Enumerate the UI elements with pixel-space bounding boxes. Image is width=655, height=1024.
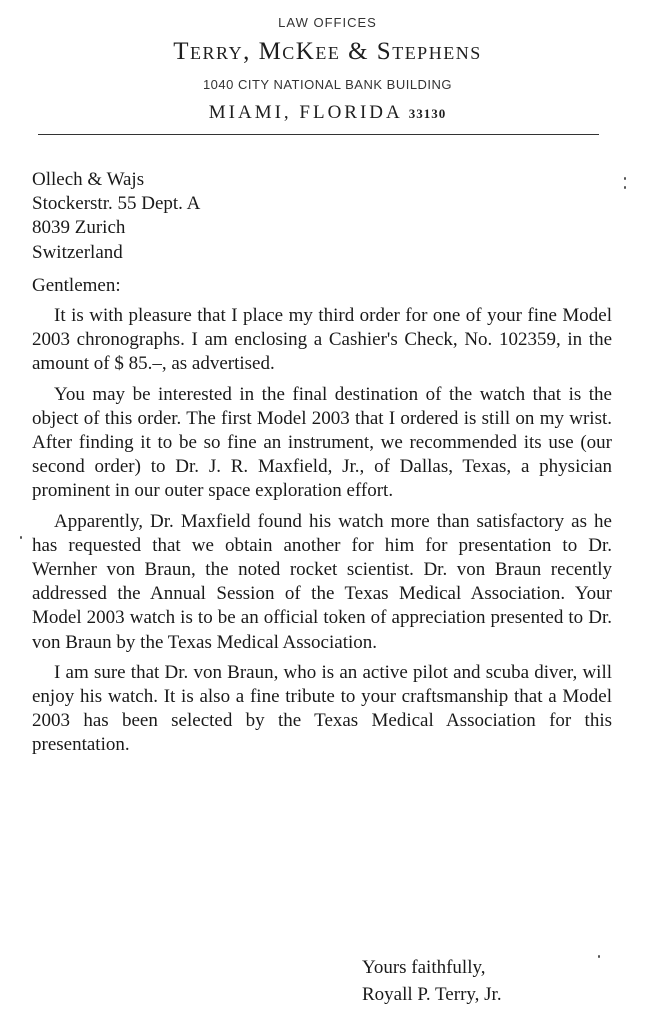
salutation: Gentlemen: [32,274,121,296]
firm-address: 1040 CITY NATIONAL BANK BUILDING [202,77,453,92]
letter-body [32,168,612,758]
paper-speck [20,536,22,539]
closing [362,954,502,1008]
recipient-line: 8039 Zurich [32,217,126,239]
letterhead-heading: LAW OFFICES [278,15,377,30]
recipient-line: Stockerstr. 55 Dept. A [32,193,201,215]
firm-city: MIAMI, FLORIDA [208,102,403,123]
paper-speck [624,186,626,189]
firm-city-line [0,102,655,124]
paragraph: I am sure that Dr. von Braun, who is an active pilot and scuba diver, will enjoy his watch. It is also a fine tribute to your craftsmanship that a Model 2003 has been selected by the Texas Medical Association for this presentation. [32,661,612,756]
letterhead-divider [38,134,599,135]
recipient-line: Ollech & Wajs [32,169,145,190]
signature-name: Royall P. Terry, Jr. [362,984,502,1005]
paragraph: You may be interested in the final destination of the watch that is the object of this order. The first Model 2003 that I ordered is still on my wrist. After finding it to be so fine an instrument, we recommended its use (our second order) to Dr. J. R. Maxfield, Jr., of Dallas, Texas, a physician prominent in our outer space exploration effort. [32,383,612,502]
recipient-line: Switzerland [32,241,123,263]
paper-speck [624,177,626,180]
paragraph: It is with pleasure that I place my third order for one of your fine Model 2003 chronographs. I am enclosing a Cashier's Check, No. 102359, in the amount of $ 85.–, as advertised. [32,305,612,375]
firm-zip: 33130 [408,106,447,121]
paper-speck [598,955,600,958]
firm-name: Terry, McKee & Stephens [173,38,482,65]
valediction: Yours faithfully, [362,957,486,978]
recipient-address [32,168,612,265]
paragraph: Apparently, Dr. Maxfield found his watch more than satisfactory as he has requested that we obtain another for him for presentation to Dr. Wernher von Braun, the noted rocket scientist. Dr. von Braun recently addressed the Annual Session of the Texas Medical Association. Your Model 2003 watch is to be an official token of appreciation presented to Dr. von Braun by the Texas Medical Association. [32,510,612,653]
